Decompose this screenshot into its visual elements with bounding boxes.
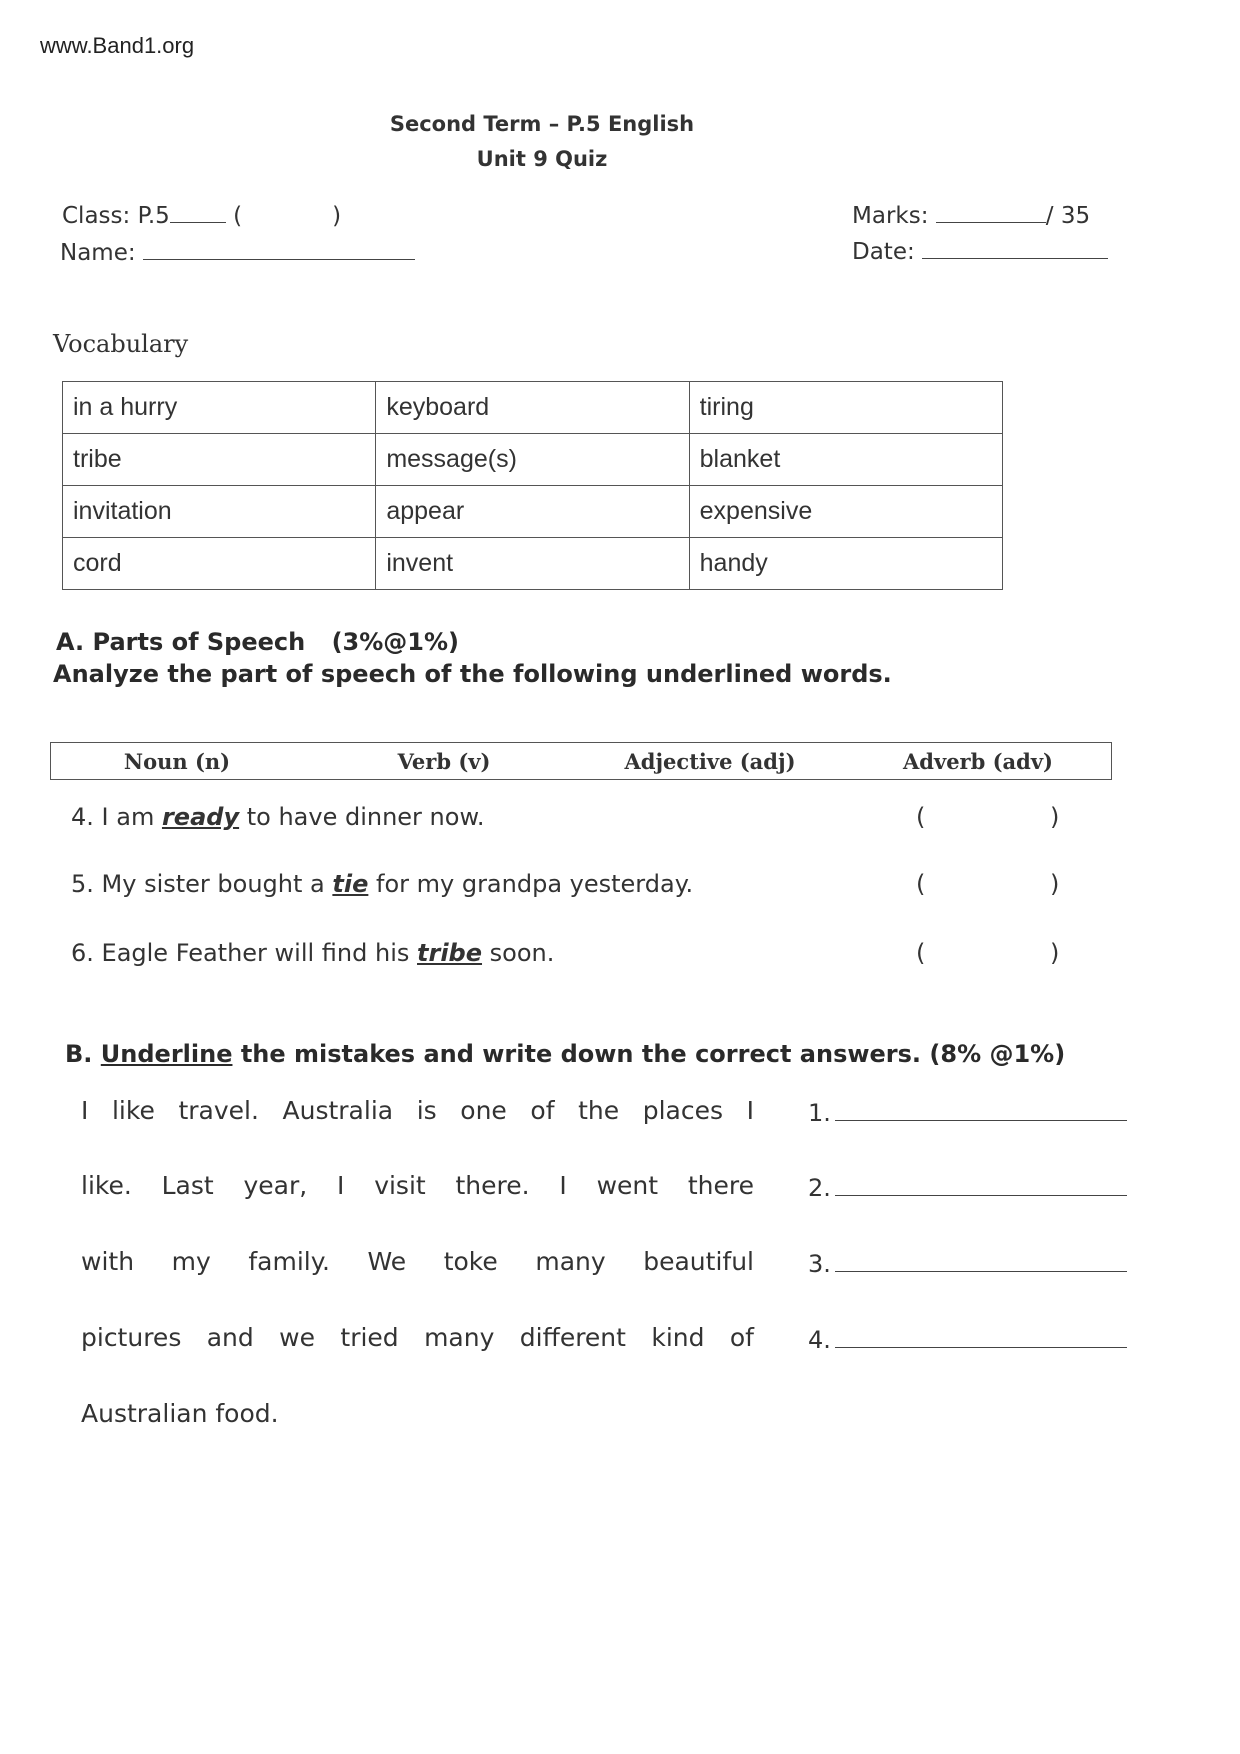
section-a-marks: (3%@1%) [331,628,460,656]
answer-blank [835,1247,1127,1272]
underlined-word: tribe [417,939,483,967]
answer-paren-close: ) [1050,939,1060,967]
vocabulary-word: expensive [689,486,1002,538]
answer-number: 3. [808,1250,831,1278]
marks-total: / 35 [1045,203,1091,229]
class-paren-close: ) [332,203,342,229]
vocabulary-row [63,486,1003,538]
paragraph-line: like. Last year, I visit there. I went there [81,1171,754,1200]
answer-number: 2. [808,1174,831,1202]
vocabulary-word: in a hurry [63,382,376,434]
paragraph-line: with my family. We toke many beautiful [81,1247,754,1276]
date-field [852,235,1108,265]
class-blank [170,199,226,223]
marks-blank [936,199,1046,223]
paragraph-line: I like travel. Australia is one of the places I [81,1096,754,1125]
worksheet-title: Second Term – P.5 English [389,112,695,136]
date-label: Date: [852,239,915,265]
section-b-heading [65,1040,1065,1068]
vocabulary-word: message(s) [376,434,689,486]
vocabulary-word: handy [689,538,1002,590]
vocabulary-row [63,382,1003,434]
section-b-instruction: the mistakes and write down the correct answers. (8% @1%) [232,1040,1066,1068]
vocabulary-row [63,434,1003,486]
answer-number: 4. [808,1326,831,1354]
answer-blank [835,1323,1127,1348]
section-a-letter: A. [56,628,85,656]
name-blank [143,236,415,260]
marks-field [852,199,1090,229]
date-blank [922,235,1108,259]
name-field [60,236,415,266]
underlined-word: ready [161,803,240,831]
answer-line [808,1247,1127,1278]
answer-line [808,1171,1127,1202]
section-a-title: Parts of Speech [92,628,306,656]
name-label: Name: [60,240,136,266]
vocabulary-word: blanket [689,434,1002,486]
question-item [71,870,693,898]
question-text-before: 5. My sister bought a [71,870,333,898]
question-text-after: soon. [482,939,555,967]
question-item [71,939,554,967]
class-field [62,199,341,229]
vocabulary-word: cord [63,538,376,590]
vocabulary-word: tiring [689,382,1002,434]
section-a-heading [56,628,459,656]
paragraph-line: Australian food. [81,1399,279,1428]
marks-label: Marks: [852,203,929,229]
answer-paren-open: ( [916,939,926,967]
section-b-letter: B. [65,1040,93,1068]
answer-line [808,1323,1127,1354]
class-paren-open: ( [233,203,243,229]
site-watermark: www.Band1.org [40,33,195,58]
pos-noun: Noun (n) [123,749,231,774]
vocabulary-table [62,381,1003,590]
section-a-instruction: Analyze the part of speech of the following underlined words. [53,660,892,688]
pos-adjective: Adjective (adj) [624,749,796,774]
vocabulary-word: invent [376,538,689,590]
underlined-word: tie [332,870,369,898]
question-text-before: 4. I am [71,803,162,831]
worksheet-subtitle: Unit 9 Quiz [476,147,608,171]
answer-paren-close: ) [1050,803,1060,831]
section-b-underline-word: Underline [100,1040,233,1068]
answer-line [808,1096,1127,1127]
answer-paren-close: ) [1050,870,1060,898]
pos-adverb: Adverb (adv) [903,749,1053,774]
pos-verb: Verb (v) [397,749,491,774]
parts-of-speech-key [50,742,1112,780]
answer-blank [835,1096,1127,1121]
question-text-after: for my grandpa yesterday. [368,870,694,898]
vocabulary-word: keyboard [376,382,689,434]
paragraph-line: pictures and we tried many different kind of [81,1323,754,1352]
answer-paren-open: ( [916,870,926,898]
vocabulary-word: invitation [63,486,376,538]
question-item [71,803,485,831]
question-text-before: 6. Eagle Feather will find his [71,939,418,967]
vocabulary-heading: Vocabulary [53,330,189,358]
answer-number: 1. [808,1099,831,1127]
answer-blank [835,1171,1127,1196]
question-text-after: to have dinner now. [239,803,485,831]
vocabulary-word: tribe [63,434,376,486]
vocabulary-word: appear [376,486,689,538]
class-label: Class: P.5 [62,203,170,229]
answer-paren-open: ( [916,803,926,831]
vocabulary-row [63,538,1003,590]
